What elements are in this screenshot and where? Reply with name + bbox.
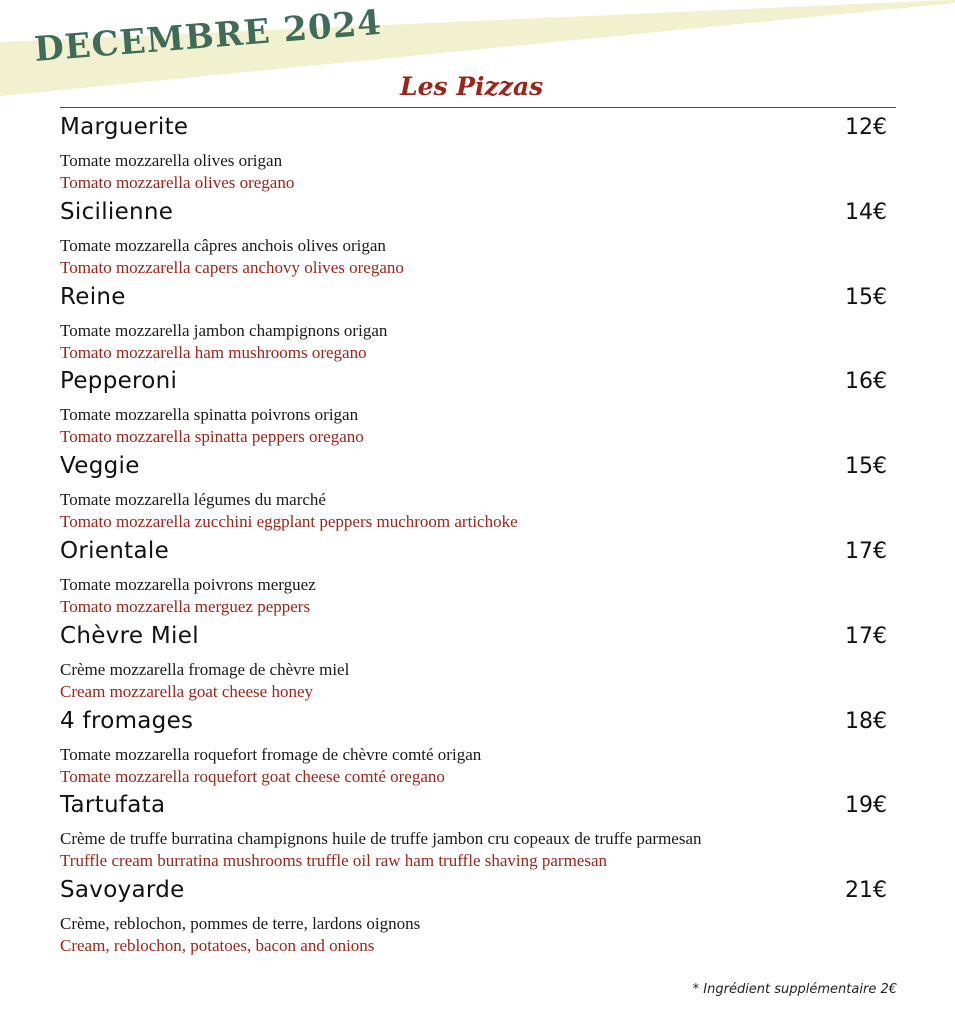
pizza-name: Reine xyxy=(60,283,126,310)
menu-item xyxy=(60,706,887,791)
pizza-description-en: Tomato mozzarella merguez peppers xyxy=(60,596,311,616)
pizza-description-en: Tomato mozzarella zucchini eggplant peppers muchroom artichoke xyxy=(60,512,518,532)
pizza-description-fr: Tomate mozzarella olives origan xyxy=(60,151,283,170)
pizza-name: Tartufata xyxy=(60,792,166,819)
pizza-description-fr: Tomate mozzarella spinatta poivrons origan xyxy=(60,405,359,425)
pizza-price: 15€ xyxy=(845,284,887,310)
menu-item-header xyxy=(60,366,887,404)
pizza-name: Pepperoni xyxy=(60,368,178,395)
pizza-name: Chèvre Miel xyxy=(60,622,199,649)
pizza-price: 15€ xyxy=(845,454,887,480)
menu-item xyxy=(60,197,887,282)
pizza-description-fr: Tomate mozzarella poivrons merguez xyxy=(60,574,316,594)
menu-item-header xyxy=(60,790,887,828)
menu-item-header xyxy=(60,621,887,659)
pizza-description-en: Tomate mozzarella roquefort goat cheese comté oregano xyxy=(60,766,445,786)
menu-item xyxy=(60,875,887,960)
pizza-description-fr: Crème de truffe burratina champignons huile de truffe jambon cru copeaux de truffe parmesan xyxy=(60,829,702,849)
menu-item-header xyxy=(60,536,887,574)
pizza-description-fr: Crème, reblochon, pommes de terre, lardons oignons xyxy=(60,914,421,934)
menu-item-header xyxy=(60,197,887,235)
pizza-description-en: Tomato mozzarella ham mushrooms oregano xyxy=(60,342,367,362)
menu-item xyxy=(60,536,887,621)
pizza-name: Orientale xyxy=(60,537,170,564)
pizza-description-en: Tomato mozzarella olives oregano xyxy=(60,173,295,192)
pizza-description-fr: Tomate mozzarella jambon champignons origan xyxy=(60,320,388,340)
pizza-price: 14€ xyxy=(845,199,887,225)
menu-item-header xyxy=(60,875,887,913)
pizza-description-en: Truffle cream burratina mushrooms truffle oil raw ham truffle shaving parmesan xyxy=(60,851,608,871)
pizza-name: 4 fromages xyxy=(60,707,194,734)
pizza-description-fr: Tomate mozzarella légumes du marché xyxy=(60,490,326,510)
pizza-description-fr: Tomate mozzarella roquefort fromage de chèvre comté origan xyxy=(60,744,482,764)
pizza-description-en: Tomato mozzarella spinatta peppers oregano xyxy=(60,427,364,447)
pizza-description-en: Cream, reblochon, potatoes, bacon and onions xyxy=(60,936,375,956)
menu-item-header xyxy=(60,282,887,320)
pizza-price: 16€ xyxy=(845,369,887,395)
section-title: Les Pizzas xyxy=(400,72,544,101)
pizza-name: Marguerite xyxy=(60,114,189,140)
pizza-price: 17€ xyxy=(845,538,887,564)
pizza-description-en: Tomato mozzarella capers anchovy olives oregano xyxy=(60,257,404,277)
pizza-name: Sicilienne xyxy=(60,198,174,225)
menu-item xyxy=(60,451,887,536)
menu-item-header xyxy=(60,112,887,150)
menu-item xyxy=(60,790,887,875)
pizza-description-fr: Tomate mozzarella câpres anchois olives origan xyxy=(60,235,386,255)
banner-title: DECEMBRE 2024 xyxy=(32,2,384,70)
pizza-price: 17€ xyxy=(845,623,887,649)
pizza-price: 18€ xyxy=(845,708,887,734)
menu-item-header xyxy=(60,451,887,489)
pizza-name: Veggie xyxy=(60,453,140,480)
menu-item xyxy=(60,282,887,367)
menu-item xyxy=(60,112,887,197)
footnote: * Ingrédient supplémentaire 2€ xyxy=(692,982,897,997)
pizza-name: Savoyarde xyxy=(60,877,185,904)
pizza-list xyxy=(60,112,887,960)
pizza-description-fr: Crème mozzarella fromage de chèvre miel xyxy=(60,659,350,679)
pizza-price: 19€ xyxy=(845,793,887,819)
title-divider xyxy=(60,107,896,108)
menu-item xyxy=(60,621,887,706)
menu-item xyxy=(60,366,887,451)
pizza-description-en: Cream mozzarella goat cheese honey xyxy=(60,681,313,701)
menu-item-header xyxy=(60,706,887,744)
pizza-price: 21€ xyxy=(845,878,887,904)
pizza-price: 12€ xyxy=(845,115,887,140)
